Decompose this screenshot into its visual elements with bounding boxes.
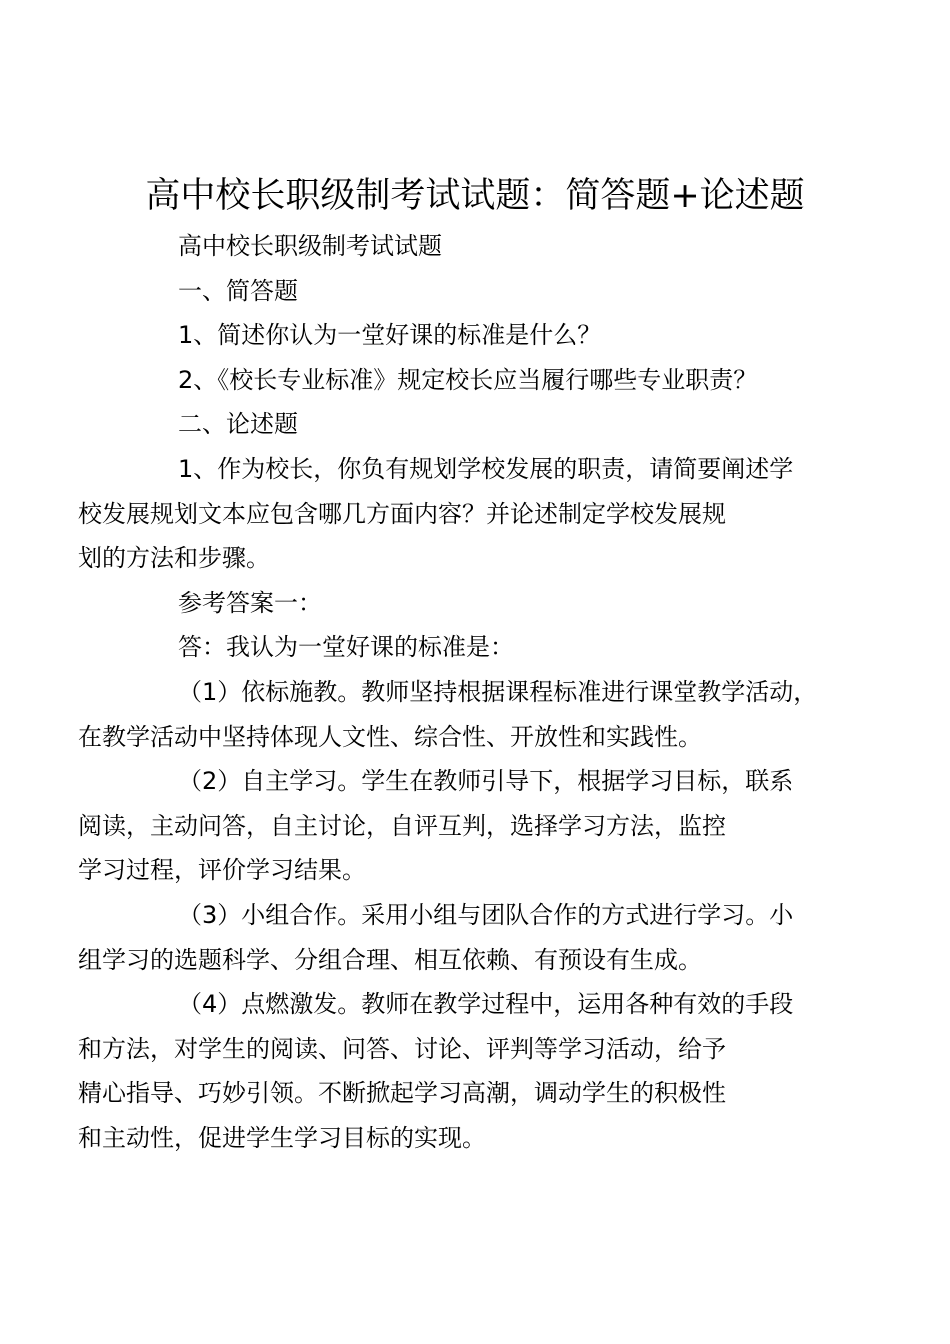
text-line: 和主动性，促进学生学习目标的实现。 — [78, 1123, 486, 1152]
answer-point-4 — [78, 982, 848, 1160]
text-line: （1）依标施教。教师坚持根据课程标准进行课堂教学活动， — [178, 677, 818, 706]
document-body — [78, 224, 848, 1160]
text-line: 精心指导、巧妙引领。不断掀起学习高潮，调动学生的积极性 — [78, 1079, 726, 1108]
text-line: 1、简述你认为一堂好课的标准是什么？ — [178, 321, 602, 350]
text-line: 校发展规划文本应包含哪几方面内容？并论述制定学校发展规 — [78, 499, 726, 528]
question-1 — [128, 313, 848, 358]
answer-intro — [128, 625, 848, 670]
text-line: 划的方法和步骤。 — [78, 544, 270, 573]
answer-point-3 — [78, 893, 848, 982]
answer-point-1 — [78, 670, 848, 759]
section-heading-essay — [128, 402, 848, 447]
section-heading-short-answer — [128, 269, 848, 314]
text-line: （4）点燃激发。教师在教学过程中，运用各种有效的手段 — [178, 990, 794, 1019]
answer-heading — [128, 581, 848, 626]
essay-question-1 — [78, 447, 848, 581]
text-line: 二、论述题 — [178, 410, 298, 439]
subtitle-paragraph — [128, 224, 848, 269]
text-line: 在教学活动中坚持体现人文性、综合性、开放性和实践性。 — [78, 722, 702, 751]
text-line: 答：我认为一堂好课的标准是： — [178, 633, 514, 662]
text-line: 2、《校长专业标准》规定校长应当履行哪些专业职责？ — [178, 365, 758, 394]
text-line: 和方法，对学生的阅读、问答、讨论、评判等学习活动，给予 — [78, 1034, 726, 1063]
text-line: （2）自主学习。学生在教师引导下，根据学习目标，联系 — [178, 767, 794, 796]
question-2 — [128, 358, 848, 403]
text-line: 学习过程，评价学习结果。 — [78, 856, 366, 885]
document-title: 高中校长职级制考试试题：简答题+论述题 — [145, 176, 805, 216]
text-line: （3）小组合作。采用小组与团队合作的方式进行学习。小 — [178, 900, 794, 929]
text-line: 参考答案一： — [178, 588, 322, 617]
text-line: 一、简答题 — [178, 276, 298, 305]
text-line: 组学习的选题科学、分组合理、相互依赖、有预设有生成。 — [78, 945, 702, 974]
text-line: 1、作为校长，你负有规划学校发展的职责，请简要阐述学 — [178, 454, 794, 483]
text-line: 高中校长职级制考试试题 — [178, 232, 442, 260]
text-line: 阅读，主动问答，自主讨论，自评互判，选择学习方法，监控 — [78, 811, 726, 840]
answer-point-2 — [78, 759, 848, 893]
